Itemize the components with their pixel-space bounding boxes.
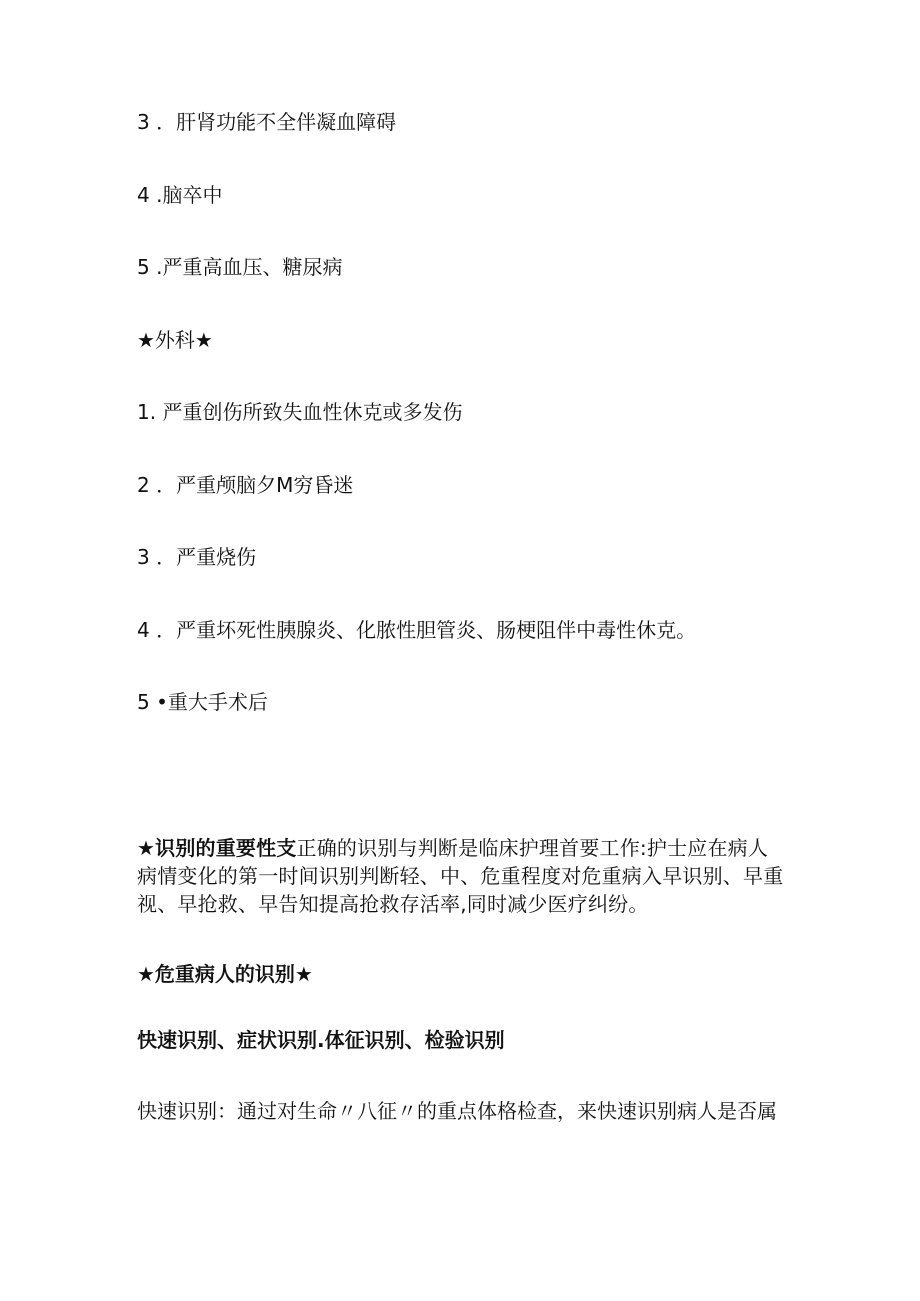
identification-types: 快速识别、症状识别.体征识别、检验识别 <box>137 1028 505 1052</box>
list-item-trauma: 1. 严重创伤所致失血性休克或多发伤 <box>137 400 463 424</box>
list-item-major-surgery: 5 •重大手术后 <box>137 690 268 714</box>
list-item-brain-injury: 2 ．严重颅脑夕M穷昏迷 <box>137 473 354 497</box>
importance-label: ★识别的重要性支 <box>137 836 297 860</box>
list-item-stroke: 4 .脑卒中 <box>137 183 223 207</box>
importance-text: 正确的识别与判断是临床护理首要工作:护士应在病人病情变化的第一时间识别判断轻、中、危重程度对危重病入早识别、早重视、早抢救、早告知提高抢救存活率,同时减少医疗纠纷。 <box>137 836 784 916</box>
list-item-hypertension: 5 .严重高血压、糖尿病 <box>137 255 343 279</box>
list-item-pancreatitis: 4 ．严重坏死性胰腺炎、化脓性胆管炎、肠梗阻伴中毒性休克。 <box>137 618 697 642</box>
quick-identification-text: 快速识别：通过对生命〃八征〃的重点体格检查，来快速识别病人是否属 <box>137 1099 777 1123</box>
critical-identification-heading: ★危重病人的识别★ <box>137 962 313 986</box>
importance-paragraph <box>137 834 787 918</box>
list-item-burn: 3 ．严重烧伤 <box>137 545 257 569</box>
surgery-heading: ★外科★ <box>137 328 213 352</box>
list-item-liver-kidney: 3 ．肝肾功能不全伴凝血障碍 <box>137 110 397 134</box>
